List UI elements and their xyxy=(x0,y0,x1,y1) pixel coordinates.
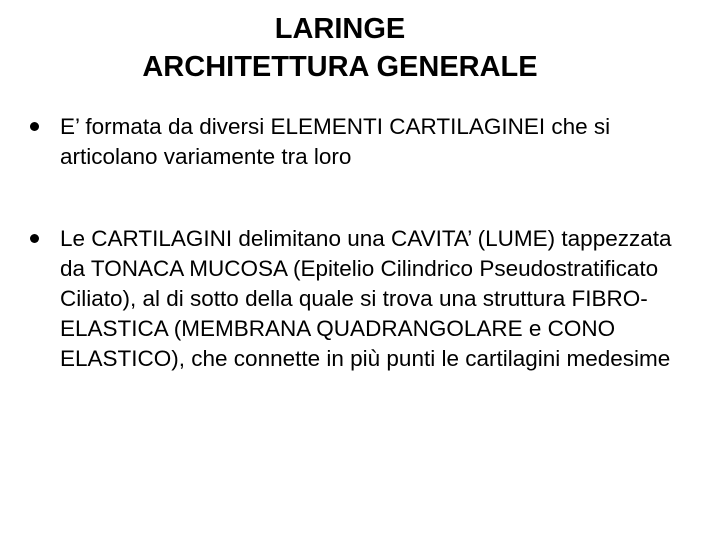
bullet-item-2 xyxy=(30,224,694,374)
title-line-2: ARCHITETTURA GENERALE xyxy=(142,51,538,83)
title-line-1: LARINGE xyxy=(274,13,406,45)
bullet-dot-icon xyxy=(30,234,39,243)
bullet-list xyxy=(30,112,694,374)
bullet-text-1: E’ formata da diversi ELEMENTI CARTILAGINEI che si articolano variamente tra loro xyxy=(60,114,611,169)
bullet-item-1 xyxy=(30,112,694,172)
bullet-text-2: Le CARTILAGINI delimitano una CAVITA’ (LUME) tappezzata da TONACA MUCOSA (Epitelio Cilindrico Pseudostratificato Ciliato), al di sotto della quale si trova una struttura FIBRO-ELASTICA (MEMBRANA QUADRANGOLARE e CONO ELASTICO), che connette in più punti le cartilagini medesime xyxy=(60,226,672,371)
bullet-dot-icon xyxy=(30,122,39,131)
slide-title xyxy=(60,10,620,86)
